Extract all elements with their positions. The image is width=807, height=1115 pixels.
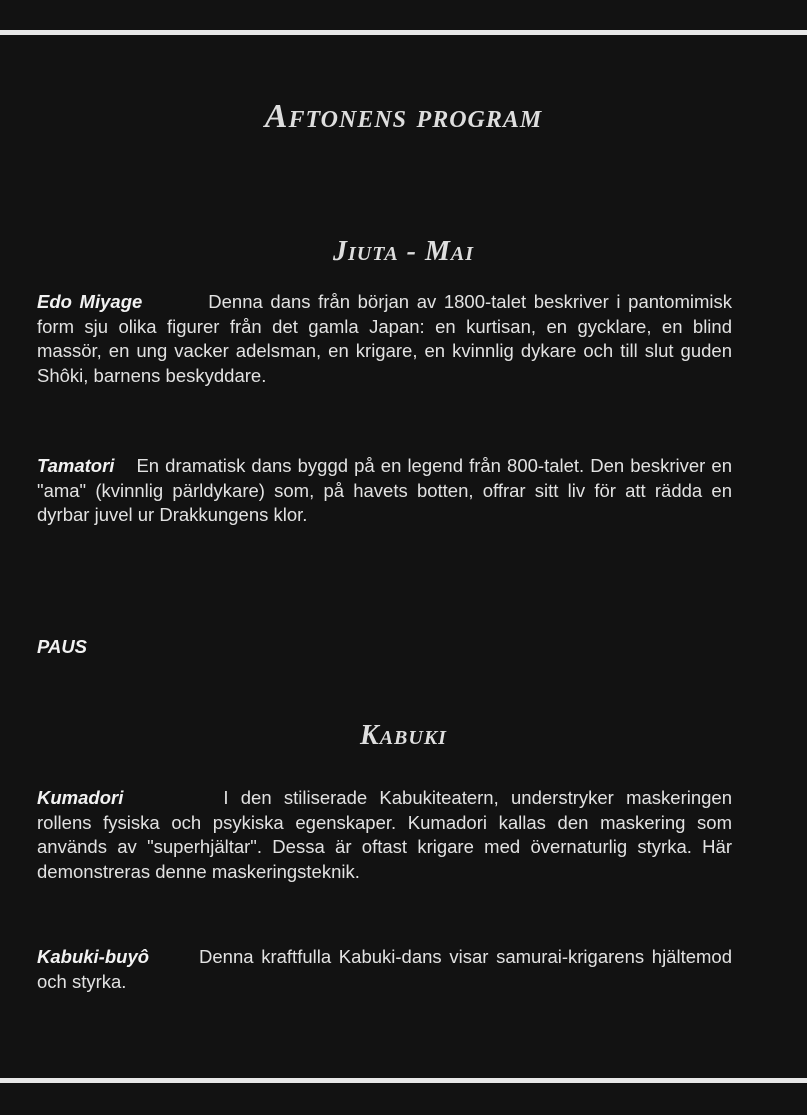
entry-description: En dramatisk dans byggd på en legend från 800-talet. Den beskriver en "ama" (kvinnlig pärldykare) som, på havets botten, offrar sitt liv för att rädda en dyrbar juvel ur Drakkungens klor. bbox=[37, 455, 732, 525]
section-title-kabuki: Kabuki bbox=[360, 720, 447, 751]
entry-name: Edo Miyage bbox=[37, 291, 143, 312]
program-entry bbox=[37, 945, 732, 994]
section-title-jiuta-mai: Jiuta - Mai bbox=[332, 236, 475, 267]
page-title: Aftonens program bbox=[264, 98, 543, 135]
entry-name: Tamatori bbox=[37, 455, 115, 476]
top-rule bbox=[0, 30, 807, 35]
program-entry bbox=[37, 454, 732, 528]
entry-name: Kumadori bbox=[37, 787, 124, 808]
entry-description: Denna kraftfulla Kabuki-dans visar samurai-krigarens hjältemod och styrka. bbox=[37, 946, 732, 992]
entry-description: Denna dans från början av 1800-talet beskriver i pantomimisk form sju olika figurer från det gamla Japan: en kurtisan, en gycklare, en blind massör, en ung vacker adelsman, en krigare, en kvinnlig dykare och till slut guden Shôki, barnens beskyddare. bbox=[37, 291, 732, 386]
program-entry bbox=[37, 290, 732, 388]
bottom-rule bbox=[0, 1078, 807, 1083]
program-entry bbox=[37, 786, 732, 884]
intermission-label: PAUS bbox=[37, 636, 88, 657]
entry-description: I den stiliserade Kabukiteatern, understryker maskeringen rollens fysiska och psykiska egenskaper. Kumadori kallas den maskering som används av "superhjältar". Dessa är oftast krigare med övernaturlig styrka. Här demonstreras denne maskeringsteknik. bbox=[37, 787, 732, 882]
entry-name: Kabuki-buyô bbox=[37, 946, 150, 967]
